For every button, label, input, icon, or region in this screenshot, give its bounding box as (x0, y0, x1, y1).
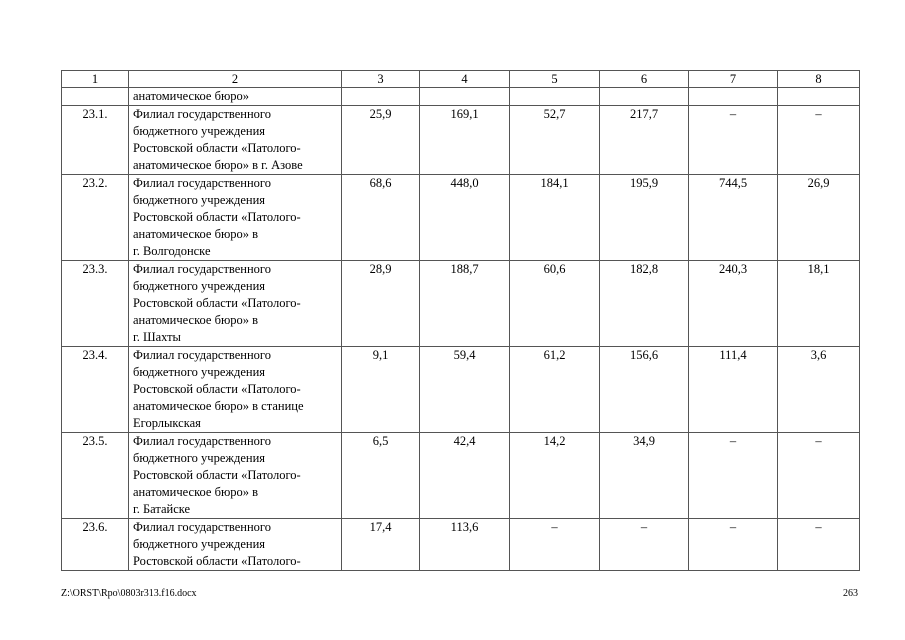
value-cell-c6: 195,9 (600, 175, 689, 261)
value-cell-c7: 240,3 (689, 261, 778, 347)
institution-name-line: анатомическое бюро» в (133, 313, 259, 327)
value-cell-c4: 42,4 (420, 433, 510, 519)
value-cell-c3: 6,5 (342, 433, 420, 519)
column-header-8: 8 (778, 71, 860, 88)
value-cell-c5: 61,2 (510, 347, 600, 433)
value-cell-c4: 113,6 (420, 519, 510, 571)
institution-name (129, 519, 342, 571)
row-number: 23.4. (62, 347, 129, 433)
value-cell-c4: 169,1 (420, 106, 510, 175)
data-table (61, 70, 860, 571)
table-row (62, 519, 860, 571)
row-number: 23.2. (62, 175, 129, 261)
institution-name-line: Ростовской области «Патолого- (133, 141, 301, 155)
value-cell-c6: – (600, 519, 689, 571)
institution-name-line: Ростовской области «Патолого- (133, 468, 301, 482)
value-cell-c3: 25,9 (342, 106, 420, 175)
value-cell-c6: 156,6 (600, 347, 689, 433)
table-row (62, 106, 860, 175)
institution-name-line: Филиал государственного (133, 107, 271, 121)
table-row (62, 261, 860, 347)
institution-name-line: Ростовской области «Патолого- (133, 382, 301, 396)
institution-name (129, 106, 342, 175)
table-row (62, 347, 860, 433)
row-number: 23.6. (62, 519, 129, 571)
value-cell-c8: 26,9 (778, 175, 860, 261)
institution-name-line: Ростовской области «Патолого- (133, 210, 301, 224)
value-cell-c5: 60,6 (510, 261, 600, 347)
column-header-2: 2 (129, 71, 342, 88)
institution-name-line: бюджетного учреждения (133, 451, 266, 465)
value-cell-c3: 68,6 (342, 175, 420, 261)
institution-name (129, 175, 342, 261)
institution-name-line: бюджетного учреждения (133, 279, 266, 293)
column-header-3: 3 (342, 71, 420, 88)
column-header-1: 1 (62, 71, 129, 88)
value-cell-c4: 188,7 (420, 261, 510, 347)
continuation-text: анатомическое бюро» (129, 88, 342, 106)
value-cell-c7: – (689, 519, 778, 571)
value-cell-c5: 14,2 (510, 433, 600, 519)
value-cell-c5: – (510, 519, 600, 571)
institution-name-line: бюджетного учреждения (133, 365, 266, 379)
value-cell-c4: 59,4 (420, 347, 510, 433)
table-row (62, 175, 860, 261)
institution-name-line: г. Батайске (133, 502, 191, 516)
header-row (62, 71, 860, 88)
row-number: 23.3. (62, 261, 129, 347)
institution-name-line: бюджетного учреждения (133, 124, 266, 138)
footer-page-number: 263 (843, 588, 858, 599)
value-cell-c5: 52,7 (510, 106, 600, 175)
institution-name-line: анатомическое бюро» в станице (133, 399, 304, 413)
value-cell-c7: – (689, 433, 778, 519)
value-cell-c8: 3,6 (778, 347, 860, 433)
value-cell-c8: 18,1 (778, 261, 860, 347)
value-cell-c8: – (778, 519, 860, 571)
value-cell-c7: – (689, 106, 778, 175)
row-number: 23.1. (62, 106, 129, 175)
institution-name-line: Ростовской области «Патолого- (133, 296, 301, 310)
value-cell-c8: – (778, 433, 860, 519)
institution-name (129, 433, 342, 519)
value-cell-c3: 17,4 (342, 519, 420, 571)
institution-name-line: Филиал государственного (133, 348, 271, 362)
column-header-5: 5 (510, 71, 600, 88)
value-cell-c5: 184,1 (510, 175, 600, 261)
value-cell-c3: 9,1 (342, 347, 420, 433)
column-header-4: 4 (420, 71, 510, 88)
institution-name-line: анатомическое бюро» в (133, 227, 259, 241)
institution-name-line: анатомическое бюро» в г. Азове (133, 158, 303, 172)
column-header-6: 6 (600, 71, 689, 88)
institution-name (129, 347, 342, 433)
institution-name-line: Филиал государственного (133, 176, 271, 190)
institution-name-line: бюджетного учреждения (133, 537, 266, 551)
value-cell-c6: 217,7 (600, 106, 689, 175)
institution-name-line: Филиал государственного (133, 520, 271, 534)
value-cell-c6: 34,9 (600, 433, 689, 519)
value-cell-c6: 182,8 (600, 261, 689, 347)
value-cell-c4: 448,0 (420, 175, 510, 261)
value-cell-c8: – (778, 106, 860, 175)
footer-file-path: Z:\ORST\Rpo\0803r313.f16.docx (61, 588, 197, 599)
institution-name (129, 261, 342, 347)
continuation-row (62, 88, 860, 106)
institution-name-line: Ростовской области «Патолого- (133, 554, 301, 568)
institution-name-line: бюджетного учреждения (133, 193, 266, 207)
institution-name-line: Филиал государственного (133, 262, 271, 276)
column-header-7: 7 (689, 71, 778, 88)
value-cell-c7: 111,4 (689, 347, 778, 433)
table-row (62, 433, 860, 519)
value-cell-c3: 28,9 (342, 261, 420, 347)
value-cell-c7: 744,5 (689, 175, 778, 261)
institution-name-line: Егорлыкская (133, 416, 201, 430)
institution-name-line: анатомическое бюро» в (133, 485, 259, 499)
institution-name-line: Филиал государственного (133, 434, 271, 448)
institution-name-line: г. Шахты (133, 330, 181, 344)
institution-name-line: г. Волгодонске (133, 244, 211, 258)
row-number: 23.5. (62, 433, 129, 519)
